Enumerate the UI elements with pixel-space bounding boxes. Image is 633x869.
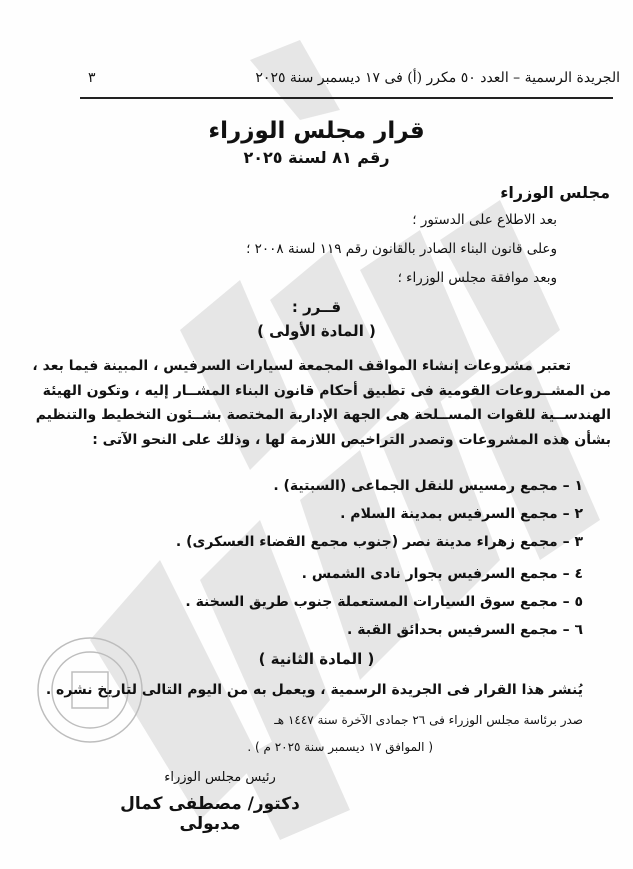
page-number: ٣ [88, 70, 96, 86]
list-item: ٤ – مجمع السرفيس بجوار نادى الشمس . [301, 566, 583, 582]
article-1-heading: ( المادة الأولى ) [257, 322, 376, 340]
signatory-title: رئيس مجلس الوزراء [164, 770, 276, 785]
preamble-line: بعد الاطلاع على الدستور ؛ [412, 212, 557, 228]
paragraph-line: بشأن هذه المشروعات وتصدر التراخيص اللازمة لها ، وذلك على النحو الآتى : [92, 431, 611, 448]
list-item: ٦ – مجمع السرفيس بحدائق القبة . [347, 622, 583, 638]
article-1-paragraph [32, 354, 611, 452]
decree-number: رقم ٨١ لسنة ٢٠٢٥ [243, 148, 390, 167]
list-item: ٥ – مجمع سوق السيارات المستعملة جنوب طريق السخنة . [185, 594, 583, 610]
publication-info: الجريدة الرسمية – العدد ٥٠ مكرر (أ) فى ١٧ ديسمبر سنة ٢٠٢٥ [255, 70, 620, 86]
page-header [88, 70, 620, 86]
decided-heading: قــرر : [291, 298, 342, 316]
signatory-name: دكتور/ مصطفى كمال مدبولى [120, 794, 300, 834]
issuance-gregorian: ( الموافق ١٧ ديسمبر سنة ٢٠٢٥ م ) . [247, 740, 433, 754]
issuer-heading: مجلس الوزراء [500, 183, 610, 202]
header-divider [80, 97, 613, 99]
article-2-text: يُنشر هذا القرار فى الجريدة الرسمية ، ويعمل به من اليوم التالى لتاريخ نشره . [45, 682, 583, 698]
list-item: ٢ – مجمع السرفيس بمدينة السلام . [340, 506, 583, 522]
article-2-heading: ( المادة الثانية ) [258, 650, 375, 668]
preamble-line: وعلى قانون البناء الصادر بالقانون رقم ١١٩ لسنة ٢٠٠٨ ؛ [246, 241, 557, 257]
preamble-line: وبعد موافقة مجلس الوزراء ؛ [397, 270, 557, 286]
list-item: ٣ – مجمع زهراء مدينة نصر (جنوب مجمع القضاء العسكرى) . [175, 534, 583, 550]
list-item: ١ – مجمع رمسيس للنقل الجماعى (السبتية) . [273, 478, 583, 494]
paragraph-line: الهندســية للقوات المســلحة هى الجهة الإدارية المختصة بشــئون التخطيط والتنظيم [35, 407, 611, 423]
paragraph-line: من المشــروعات القومية فى تطبيق أحكام قانون البناء المشــار إليه ، وتكون الهيئة [42, 382, 611, 399]
paragraph-line: تعتبر مشروعات إنشاء المواقف المجمعة لسيارات السرفيس ، المبينة فيما بعد ، [32, 358, 571, 374]
decree-title: قرار مجلس الوزراء [208, 118, 425, 144]
issuance-hijri: صدر برئاسة مجلس الوزراء فى ٢٦ جمادى الآخرة سنة ١٤٤٧ هـ [274, 713, 583, 727]
